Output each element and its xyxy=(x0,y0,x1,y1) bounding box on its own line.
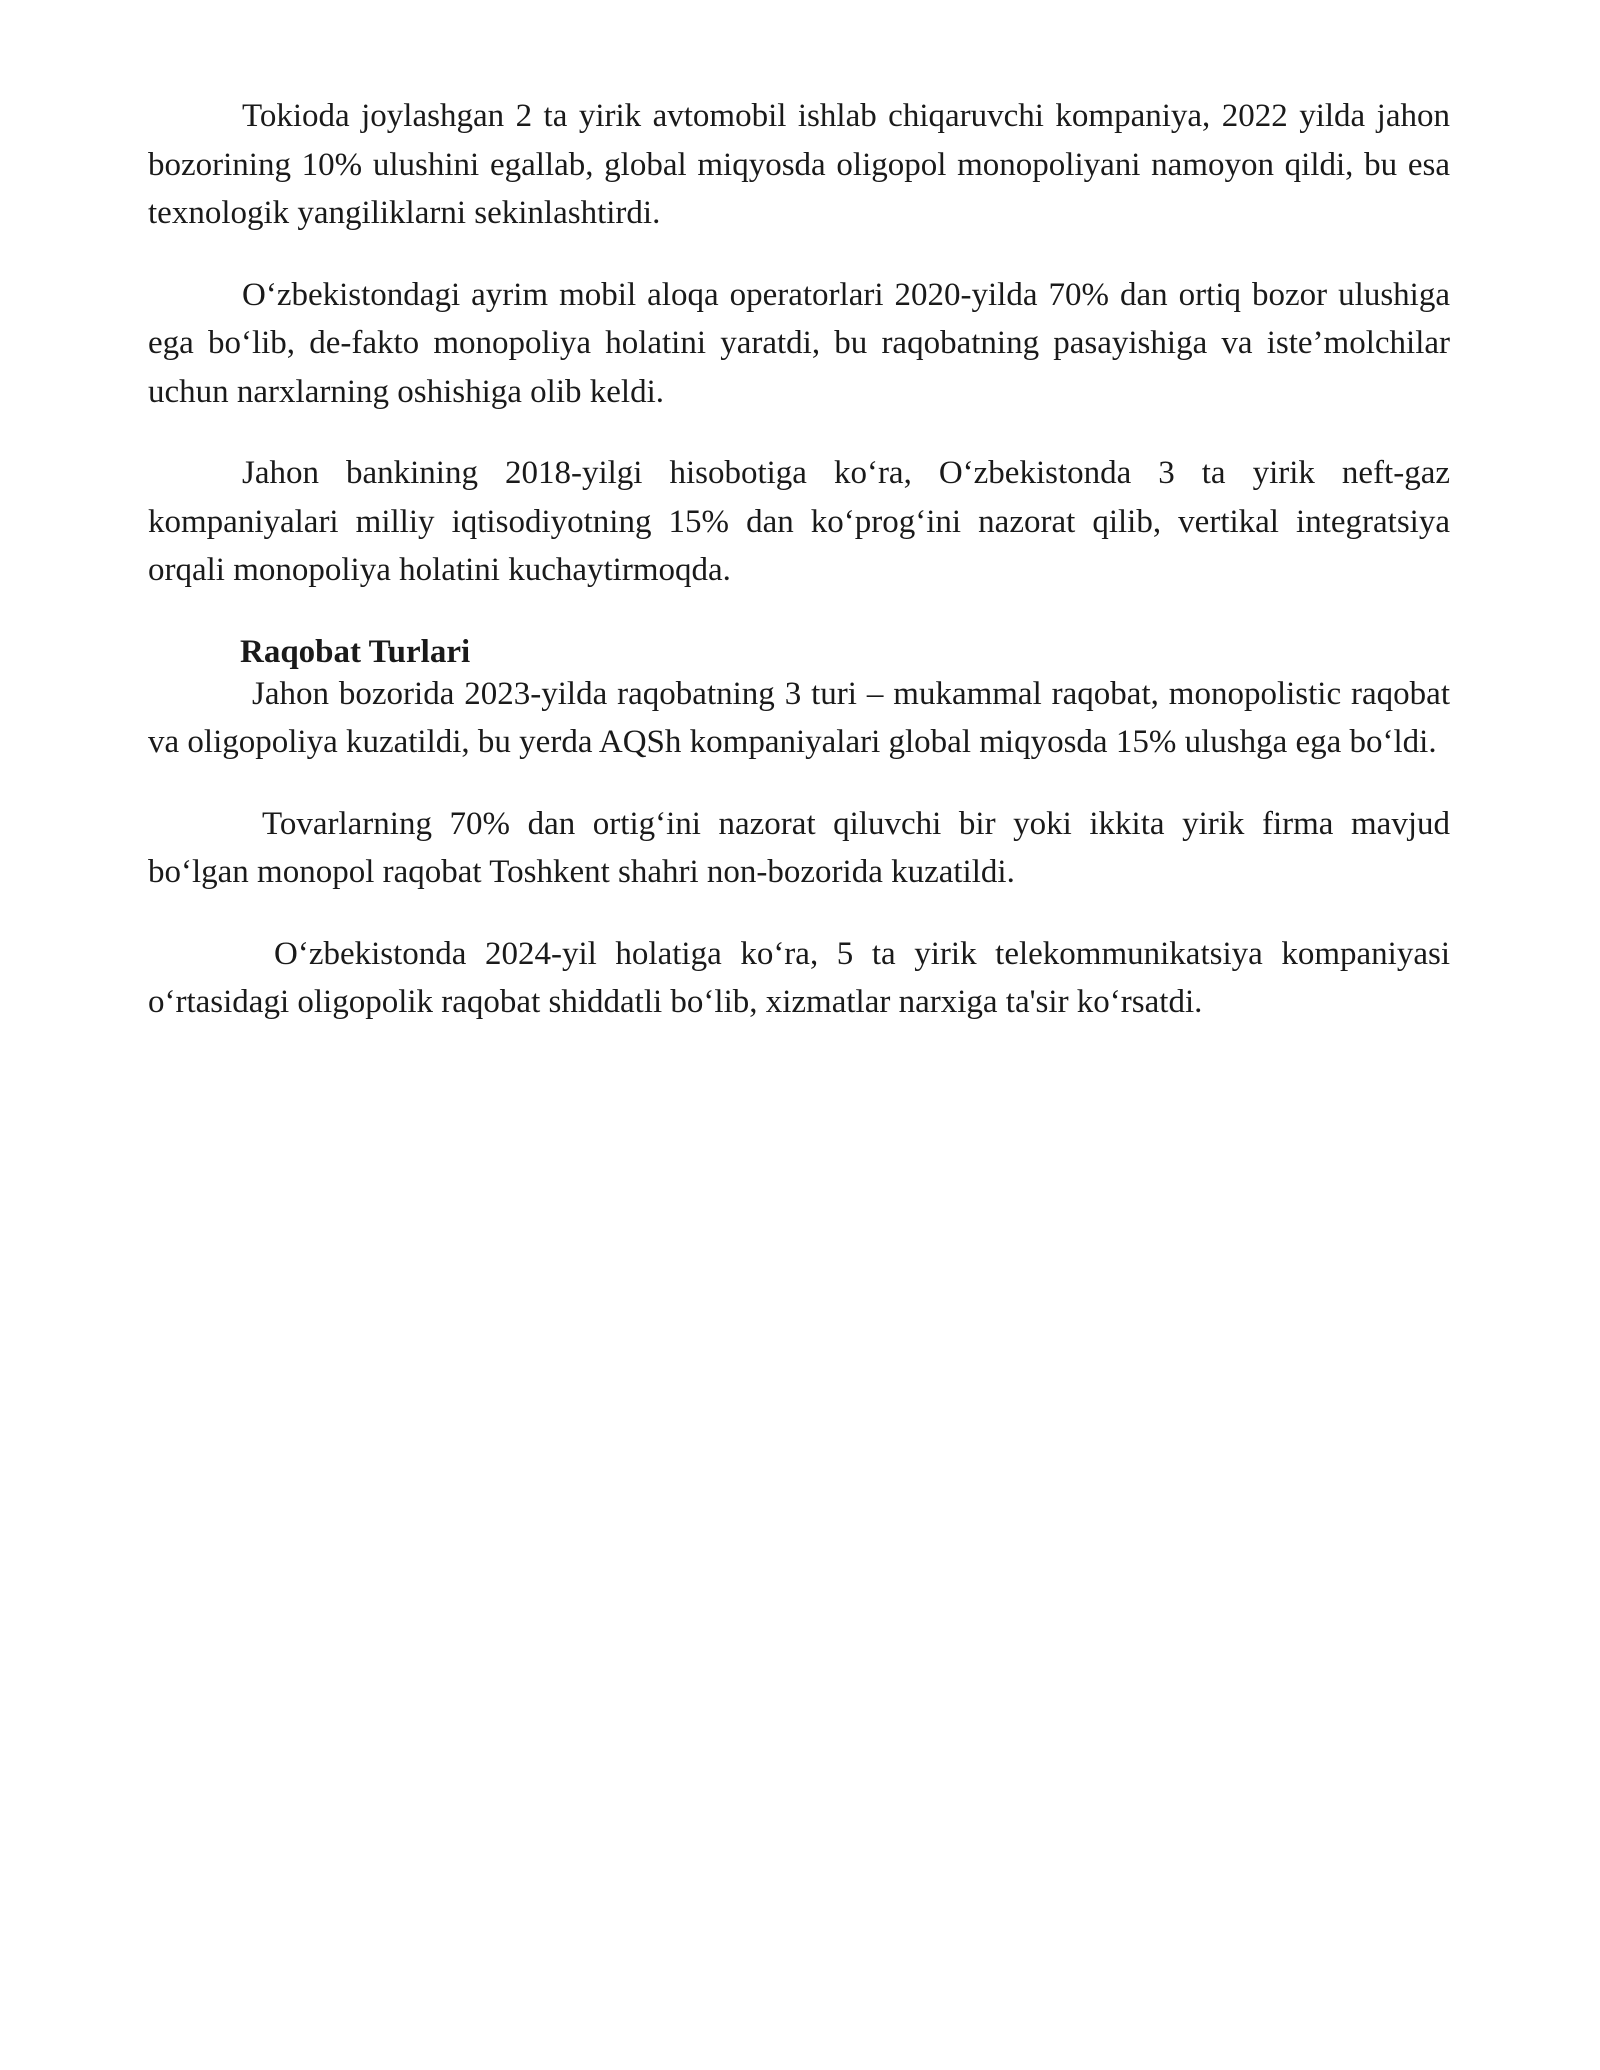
document-page xyxy=(148,92,1450,1060)
paragraph-monopoly-competition: Tovarlarning 70% dan ortig‘ini nazorat qiluvchi bir yoki ikkita yirik firma mavjud bo‘lgan monopol raqobat Toshkent shahri non-bozorida kuzatildi. xyxy=(148,805,1450,890)
paragraph-mobile-operators: O‘zbekistondagi ayrim mobil aloqa operatorlari 2020-yilda 70% dan ortiq bozor ulushiga ega bo‘lib, de-fakto monopoliya holatini yaratdi, bu raqobatning pasayishiga va iste’molchilar uchun narxlarning oshishiga olib keldi. xyxy=(148,276,1450,410)
paragraph-oligopoly-telecom: O‘zbekistonda 2024-yil holatiga ko‘ra, 5 ta yirik telekommunikatsiya kompaniyasi o‘rtasidagi oligopolik raqobat shiddatli bo‘lib, xizmatlar narxiga ta'sir ko‘rsatdi. xyxy=(148,935,1450,1020)
paragraph-oil-gas: Jahon bankining 2018-yilgi hisobotiga ko‘ra, O‘zbekistonda 3 ta yirik neft-gaz kompaniyalari milliy iqtisodiyotning 15% dan ko‘prog‘ini nazorat qilib, vertikal integratsiya orqali monopoliya holatini kuchaytirmoqda. xyxy=(148,455,1450,588)
paragraph-competition-types: Jahon bozorida 2023-yilda raqobatning 3 turi – mukammal raqobat, monopolistic raqobat va oligopoliya kuzatildi, bu yerda AQSh kompaniyalari global miqyosda 15% ulushga ega bo‘ldi. xyxy=(148,675,1450,760)
paragraph-automakers: Tokioda joylashgan 2 ta yirik avtomobil ishlab chiqaruvchi kompaniya, 2022 yilda jahon bozorining 10% ulushini egallab, global miqyosda oligopol monopoliyani namoyon qildi, bu esa texnologik yangiliklarni sekinlashtirdi. xyxy=(148,98,1450,231)
section-heading: Raqobat Turlari xyxy=(240,633,471,670)
